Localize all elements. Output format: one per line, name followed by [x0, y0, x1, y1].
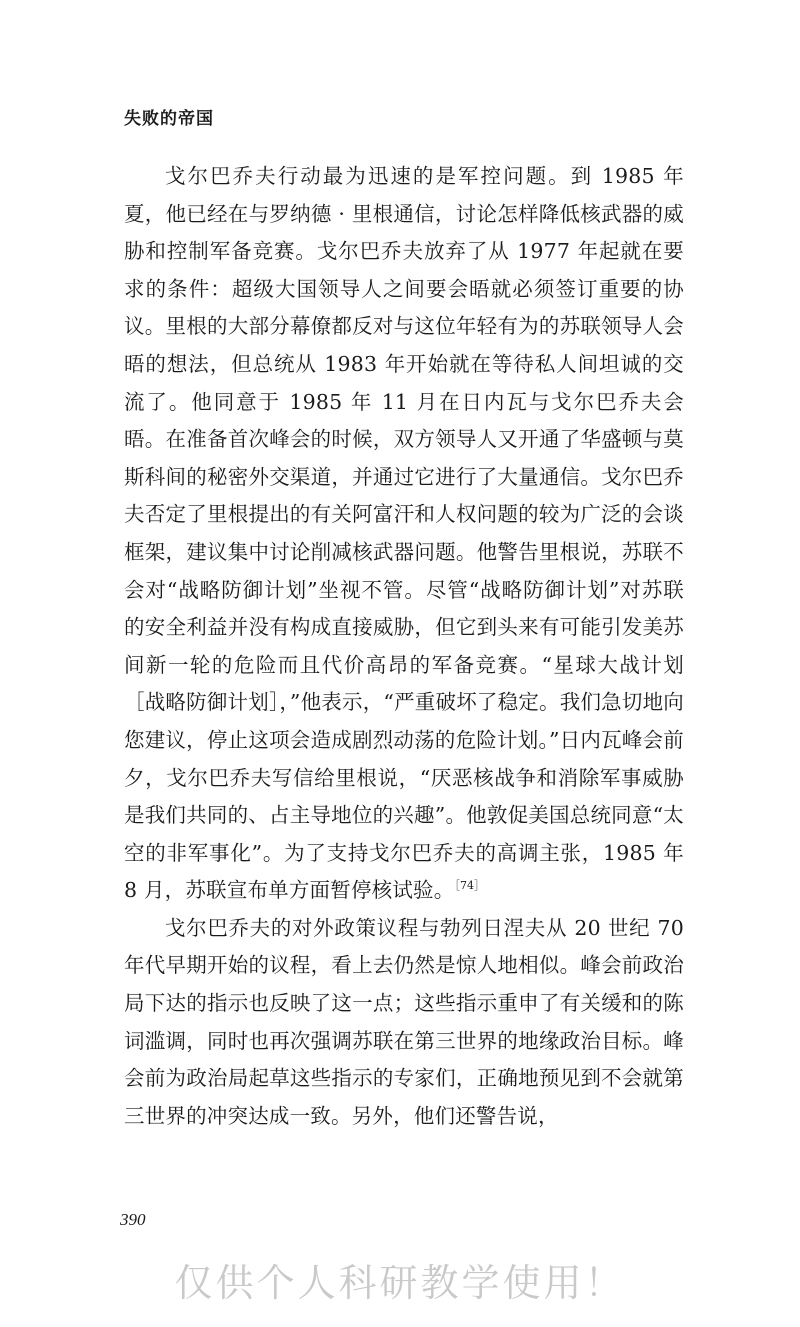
page-number: 390 — [120, 1210, 146, 1229]
paragraph — [124, 158, 684, 910]
paragraph-text: 戈尔巴乔夫行动最为迅速的是军控问题。到 1985 年夏，他已经在与罗纳德 · 里根通信，讨论怎样降低核武器的威胁和控制军备竞赛。戈尔巴乔夫放弃了从 1977 年起就在要求的条件：超级大国领导人之间要会晤就必须签订重要的协议。里根的大部分幕僚都反对与这位年轻有为的苏联领导人会晤的想法，但总统从 1983 年开始就在等待私人间坦诚的交流了。他同意于 1985 年 11 月在日内瓦与戈尔巴乔夫会晤。在准备首次峰会的时候，双方领导人又开通了华盛顿与莫斯科间的秘密外交渠道，并通过它进行了大量通信。戈尔巴乔夫否定了里根提出的有关阿富汗和人权问题的较为广泛的会谈框架，建议集中讨论削减核武器问题。他警告里根说，苏联不会对“战略防御计划”坐视不管。尽管“战略防御计划”对苏联的安全利益并没有构成直接威胁，但它到头来有可能引发美苏间新一轮的危险而且代价高昂的军备竞赛。“星球大战计划［战略防御计划］，”他表示，“严重破坏了稳定。我们急切地向您建议，停止这项会造成剧烈动荡的危险计划。”日内瓦峰会前夕，戈尔巴乔夫写信给里根说，“厌恶核战争和消除军事威胁是我们共同的、占主导地位的兴趣”。他敦促美国总统同意“太空的非军事化”。为了支持戈尔巴乔夫的高调主张，1985 年 8 月，苏联宣布单方面暂停核试验。 — [124, 164, 684, 903]
running-header: 失败的帝国 — [124, 109, 214, 129]
footnote-ref[interactable]: ［74］ — [454, 879, 485, 893]
body-text — [124, 158, 684, 1135]
paragraph-text: 戈尔巴乔夫的对外政策议程与勃列日涅夫从 20 世纪 70 年代早期开始的议程，看上去仍然是惊人地相似。峰会前政治局下达的指示也反映了这一点；这些指示重申了有关缓和的陈词滥调，同时也再次强调苏联在第三世界的地缘政治目标。峰会前为政治局起草这些指示的专家们，正确地预见到不会就第三世界的冲突达成一致。另外，他们还警告说， — [124, 915, 684, 1128]
watermark: 仅供个人科研教学使用！ — [174, 1261, 626, 1305]
paragraph — [124, 910, 684, 1136]
